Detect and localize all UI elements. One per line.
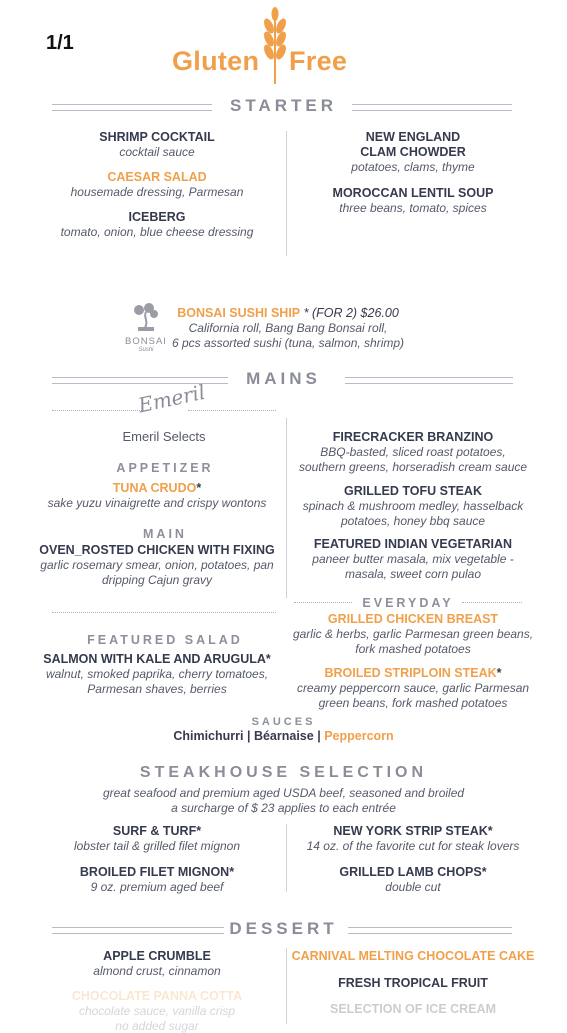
menu-item: [27, 989, 287, 1033]
sauces-label: SAUCES: [0, 716, 567, 728]
item-star: *: [196, 481, 201, 495]
steakhouse-intro-line: a surcharge of $ 23 applies to each entrée: [0, 801, 567, 816]
item-desc: garlic rosemary smear, onion, potatoes, pan: [27, 558, 287, 573]
item-desc: potatoes, honey bbq sauce: [283, 514, 543, 529]
item-desc: almond crust, cinnamon: [27, 964, 287, 979]
bonsai-logo-text: BONSAI: [120, 337, 172, 347]
menu-item: [283, 537, 543, 581]
item-desc: green beans, fork mashed potatoes: [283, 696, 543, 711]
item-name: BONSAI SUSHI SHIP: [177, 306, 300, 320]
item-name: TUNA CRUDO: [113, 481, 197, 495]
menu-item: [27, 130, 287, 160]
menu-item: [283, 666, 543, 710]
bonsai-sushi-item: [168, 306, 408, 351]
item-desc: potatoes, clams, thyme: [283, 160, 543, 175]
gluten-free-logo: [172, 6, 372, 86]
item-name: NEW YORK STRIP STEAK*: [283, 824, 543, 839]
sauce-item: Peppercorn: [324, 729, 393, 743]
item-name: APPLE CRUMBLE: [27, 949, 287, 964]
steakhouse-intro-line: great seafood and premium aged USDA beef, seasoned and broiled: [0, 786, 567, 801]
wheat-icon: [262, 6, 288, 86]
item-name: CLAM CHOWDER: [283, 145, 543, 160]
steakhouse-intro: [0, 786, 567, 815]
item-name: BROILED FILET MIGNON*: [27, 865, 287, 880]
item-name: SALMON WITH KALE AND ARUGULA*: [27, 652, 287, 667]
item-name: GRILLED LAMB CHOPS*: [283, 865, 543, 880]
item-desc: three beans, tomato, spices: [283, 201, 543, 216]
sauce-separator: |: [247, 729, 251, 743]
item-desc: creamy peppercorn sauce, garlic Parmesan: [283, 681, 543, 696]
bonsai-tree-icon: [129, 302, 163, 332]
logo-word-free: Free: [289, 46, 347, 77]
item-name: ICEBERG: [27, 210, 287, 225]
item-name: CHOCOLATE PANNA COTTA: [27, 989, 287, 1004]
menu-item: [283, 484, 543, 528]
menu-item: [283, 865, 543, 895]
dessert-header: [0, 919, 567, 941]
mains-title: MAINS: [0, 369, 567, 389]
starter-title: STARTER: [0, 96, 567, 116]
dotted-rule: [52, 612, 276, 613]
item-desc: fork mashed potatoes: [283, 642, 543, 657]
starter-header: [0, 96, 567, 118]
item-desc: 9 oz. premium aged beef: [27, 880, 287, 895]
bonsai-logo-sub: Sushi: [120, 347, 172, 354]
item-name: FRESH TROPICAL FRUIT: [283, 976, 543, 991]
main-label: MAIN: [35, 527, 295, 541]
menu-item: [27, 210, 287, 240]
item-desc: walnut, smoked paprika, cherry tomatoes,: [27, 667, 287, 682]
item-name: FEATURED INDIAN VEGETARIAN: [283, 537, 543, 552]
item-desc: spinach & mushroom medley, hasselback: [283, 499, 543, 514]
item-desc: no added sugar: [27, 1019, 287, 1033]
item-desc: lobster tail & grilled filet mignon: [27, 839, 287, 854]
item-name: BROILED STRIPLOIN STEAK: [324, 666, 496, 680]
sauce-separator: |: [317, 729, 321, 743]
item-name: CARNIVAL MELTING CHOCOLATE CAKE: [283, 949, 543, 964]
item-desc: Parmesan shaves, berries: [27, 682, 287, 697]
item-desc: tomato, onion, blue cheese dressing: [27, 225, 287, 240]
steakhouse-title: STEAKHOUSE SELECTION: [0, 764, 567, 782]
menu-item: [283, 1002, 543, 1017]
mains-header: [0, 369, 567, 391]
item-desc: paneer butter masala, mix vegetable -: [283, 552, 543, 567]
dotted-rule: [52, 410, 142, 411]
menu-item: [283, 430, 543, 474]
item-name: MOROCCAN LENTIL SOUP: [283, 186, 543, 201]
item-desc: 6 pcs assorted sushi (tuna, salmon, shrimp): [168, 336, 408, 351]
logo-word-gluten: Gluten: [172, 46, 259, 77]
item-price: * (FOR 2) $26.00: [304, 306, 399, 320]
menu-item: [283, 949, 543, 964]
item-desc: masala, sweet corn pulao: [283, 567, 543, 582]
menu-item: [283, 186, 543, 216]
item-desc: 14 oz. of the favorite cut for steak lovers: [283, 839, 543, 854]
dotted-rule: [188, 410, 276, 411]
menu-item: [27, 865, 287, 895]
sauces-list: [0, 729, 567, 743]
menu-item: [283, 612, 543, 656]
everyday-label: EVERYDAY: [278, 596, 538, 610]
item-name: OVEN_ROSTED CHICKEN WITH FIXING: [27, 543, 287, 558]
item-desc: cocktail sauce: [27, 145, 287, 160]
item-desc: California roll, Bang Bang Bonsai roll,: [168, 321, 408, 336]
page-counter: 1/1: [46, 32, 74, 55]
sauce-item: Chimichurri: [173, 729, 243, 743]
menu-item: [283, 976, 543, 991]
item-desc: southern greens, horseradish cream sauce: [283, 460, 543, 475]
item-name: GRILLED CHICKEN BREAST: [283, 612, 543, 627]
item-desc: BBQ-basted, sliced roast potatoes,: [283, 445, 543, 460]
emeril-selects: Emeril Selects: [52, 429, 276, 444]
item-desc: double cut: [283, 880, 543, 895]
menu-item: [27, 170, 287, 200]
item-name: CAESAR SALAD: [27, 170, 287, 185]
dessert-title: DESSERT: [0, 919, 567, 939]
item-name: NEW ENGLAND: [283, 130, 543, 145]
item-name: SELECTION OF ICE CREAM: [283, 1002, 543, 1017]
appetizer-label: APPETIZER: [35, 461, 295, 475]
item-name: FIRECRACKER BRANZINO: [283, 430, 543, 445]
sauce-item: Béarnaise: [254, 729, 314, 743]
item-desc: chocolate sauce, vanilla crisp: [27, 1004, 287, 1019]
emeril-signature: Emeril: [136, 383, 194, 418]
featured-salad-label: FEATURED SALAD: [35, 633, 295, 647]
menu-item: [27, 824, 287, 854]
item-name: SHRIMP COCKTAIL: [27, 130, 287, 145]
menu-item: [27, 949, 287, 979]
item-name: SURF & TURF*: [27, 824, 287, 839]
item-desc: housemade dressing, Parmesan: [27, 185, 287, 200]
item-desc: sake yuzu vinaigrette and crispy wontons: [27, 496, 287, 511]
item-desc: garlic & herbs, garlic Parmesan green beans,: [283, 627, 543, 642]
menu-item: [27, 481, 287, 511]
menu-item: [283, 130, 543, 175]
item-name: GRILLED TOFU STEAK: [283, 484, 543, 499]
item-star: *: [497, 666, 502, 680]
menu-item: [27, 652, 287, 696]
menu-item: [27, 543, 287, 587]
menu-item: [283, 824, 543, 854]
item-desc: dripping Cajun gravy: [27, 573, 287, 588]
bonsai-logo: [120, 302, 172, 354]
